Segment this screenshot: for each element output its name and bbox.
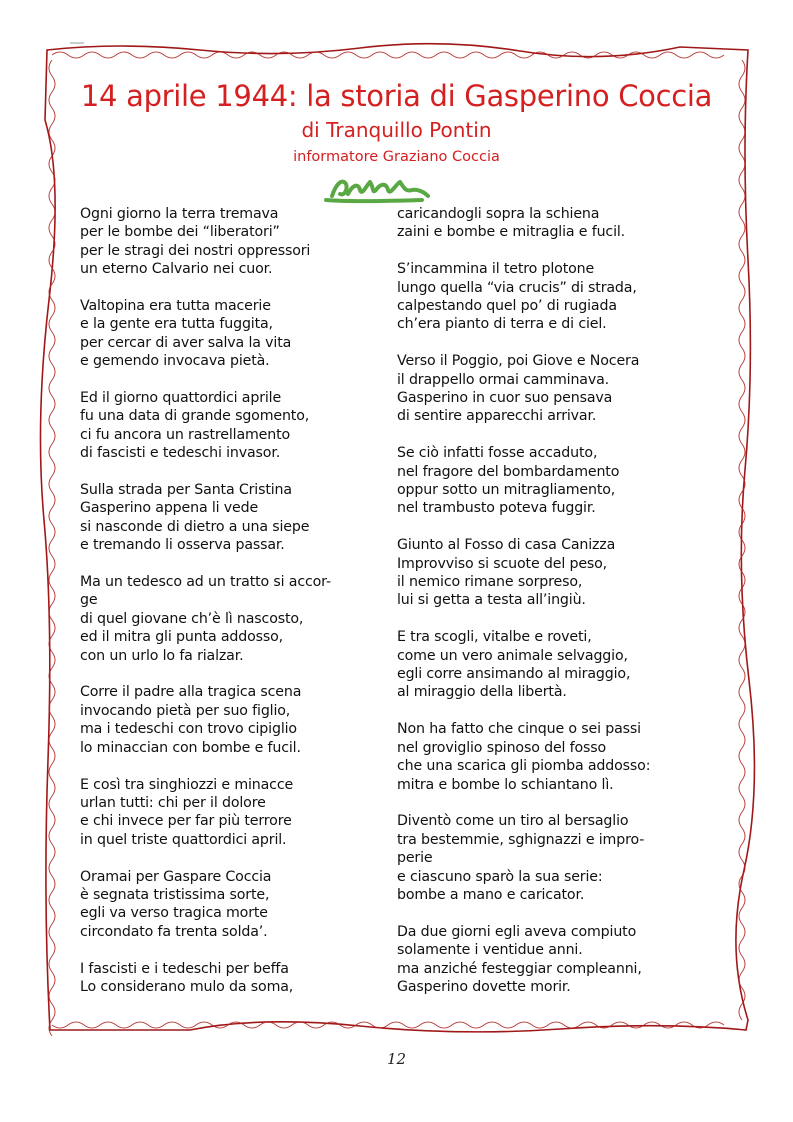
verse-line: perie	[397, 850, 433, 867]
verse-line: egli va verso tragica morte	[80, 905, 268, 922]
verse-line: Lo considerano mulo da soma,	[80, 978, 294, 995]
poem-author: di Tranquillo Pontin	[301, 118, 492, 142]
verse-line: egli corre ansimando al miraggio,	[397, 666, 631, 683]
verse-line: per cercar di aver salva la vita	[80, 334, 292, 351]
verse-line: Ogni giorno la terra tremava	[80, 206, 279, 222]
verse-line: Sulla strada per Santa Cristina	[80, 482, 292, 499]
stanza	[80, 389, 380, 463]
verse-line: per le stragi dei nostri oppressori	[80, 242, 311, 259]
stanza	[80, 573, 380, 665]
stanza	[80, 683, 380, 757]
verse-line: E così tra singhiozzi e minacce	[80, 776, 294, 793]
verse-line: invocando pietà per suo figlio,	[80, 702, 291, 719]
stanza	[80, 868, 380, 942]
verse-line: per le bombe dei “liberatori”	[80, 224, 280, 241]
verse-line: S’incammina il tetro plotone	[397, 261, 595, 278]
poem-informant: informatore Graziano Coccia	[293, 149, 500, 165]
verse-line: ge	[80, 592, 98, 609]
verse-line: fu una data di grande sgomento,	[80, 408, 310, 425]
verse-line: urlan tutti: chi per il dolore	[80, 794, 266, 811]
verse-line: ch’era pianto di terra e di ciel.	[397, 316, 607, 333]
verse-line: e chi invece per far più terrore	[80, 813, 292, 830]
stanza	[397, 352, 697, 426]
verse-line: di fascisti e tedeschi invasor.	[80, 445, 281, 462]
verse-line: Ma un tedesco ad un tratto si accor-	[80, 574, 331, 591]
verse-line: oppur sotto un mitragliamento,	[397, 482, 616, 499]
verse-line: lo minaccian con bombe e fucil.	[80, 739, 301, 756]
poem-right-column	[397, 205, 697, 1015]
verse-line: si nasconde di dietro a una siepe	[80, 518, 310, 535]
poem-title: 14 aprile 1944: la storia di Gasperino Coccia	[80, 79, 713, 113]
poem-left-column	[80, 205, 380, 1015]
verse-line: ed il mitra gli punta addosso,	[80, 629, 284, 646]
verse-line: Ed il giorno quattordici aprile	[80, 390, 282, 407]
verse-line: calpestando quel po’ di rugiada	[397, 298, 617, 315]
stanza	[397, 923, 697, 997]
verse-line: Se ciò infatti fosse accaduto,	[397, 445, 598, 462]
verse-line: Non ha fatto che cinque o sei passi	[397, 721, 641, 738]
verse-line: e ciascuno sparò la sua serie:	[397, 868, 603, 885]
verse-line: Improvviso si scuote del peso,	[397, 555, 608, 572]
verse-line: è segnata tristissima sorte,	[80, 886, 270, 903]
verse-line: bombe a mano e caricator.	[397, 886, 585, 903]
verse-line: come un vero animale selvaggio,	[397, 647, 628, 664]
stanza	[80, 481, 380, 555]
verse-line: di quel giovane ch’è lì nascosto,	[80, 610, 304, 627]
verse-line: solamente i ventidue anni.	[397, 942, 583, 959]
verse-line: nel fragore del bombardamento	[397, 463, 620, 480]
verse-line: I fascisti e i tedeschi per beffa	[80, 960, 289, 977]
stanza	[397, 812, 697, 904]
verse-line: e tremando li osserva passar.	[80, 537, 285, 554]
verse-line: in quel triste quattordici april.	[80, 831, 287, 848]
verse-line: Verso il Poggio, poi Giove e Nocera	[397, 353, 640, 370]
stanza	[80, 297, 380, 371]
stanza	[397, 720, 697, 794]
verse-line: ma anziché festeggiar compleanni,	[397, 960, 642, 977]
stanza	[397, 444, 697, 518]
stanza	[397, 536, 697, 610]
verse-line: Giunto al Fosso di casa Canizza	[397, 537, 616, 554]
verse-line: Corre il padre alla tragica scena	[80, 684, 302, 701]
verse-line: che una scarica gli piomba addosso:	[397, 758, 651, 775]
verse-line: Gasperino appena li vede	[80, 500, 259, 517]
verse-line: lui si getta a testa all’ingiù.	[397, 592, 586, 609]
verse-line: zaini e bombe e mitraglia e fucil.	[397, 224, 626, 241]
stanza	[80, 776, 380, 850]
verse-line: nel groviglio spinoso del fosso	[397, 739, 607, 756]
verse-line: ma i tedeschi con trovo cipiglio	[80, 721, 297, 738]
verse-line: Diventò come un tiro al bersaglio	[397, 813, 629, 830]
verse-line: E tra scogli, vitalbe e roveti,	[397, 629, 592, 646]
verse-line: con un urlo lo fa rialzar.	[80, 647, 244, 664]
verse-line: nel trambusto poteva fuggir.	[397, 500, 596, 517]
verse-line: e gemendo invocava pietà.	[80, 353, 270, 370]
stanza	[397, 628, 697, 702]
verse-line: Oramai per Gaspare Coccia	[80, 868, 272, 885]
verse-line: e la gente era tutta fuggita,	[80, 316, 273, 333]
verse-line: Da due giorni egli aveva compiuto	[397, 923, 637, 940]
stanza	[397, 205, 697, 242]
verse-line: di sentire apparecchi arrivar.	[397, 408, 597, 425]
verse-line: caricandogli sopra la schiena	[397, 206, 600, 222]
verse-line: ci fu ancora un rastrellamento	[80, 426, 291, 443]
verse-line: mitra e bombe lo schiantano lì.	[397, 776, 614, 793]
signature-scribble	[320, 170, 430, 206]
verse-line: lungo quella “via crucis” di strada,	[397, 279, 637, 296]
page-number: 12	[386, 1050, 407, 1068]
verse-line: un eterno Calvario nei cuor.	[80, 261, 273, 278]
verse-line: al miraggio della libertà.	[397, 684, 567, 701]
verse-line: Gasperino dovette morir.	[397, 978, 571, 995]
verse-line: Valtopina era tutta macerie	[80, 298, 271, 315]
stanza	[80, 205, 380, 279]
stanza	[397, 260, 697, 334]
verse-line: circondato fa trenta solda’.	[80, 923, 268, 940]
verse-line: tra bestemmie, sghignazzi e impro-	[397, 831, 645, 848]
stanza	[80, 960, 380, 997]
verse-line: Gasperino in cuor suo pensava	[397, 390, 613, 407]
verse-line: il drappello ormai camminava.	[397, 371, 609, 388]
verse-line: il nemico rimane sorpreso,	[397, 574, 583, 591]
